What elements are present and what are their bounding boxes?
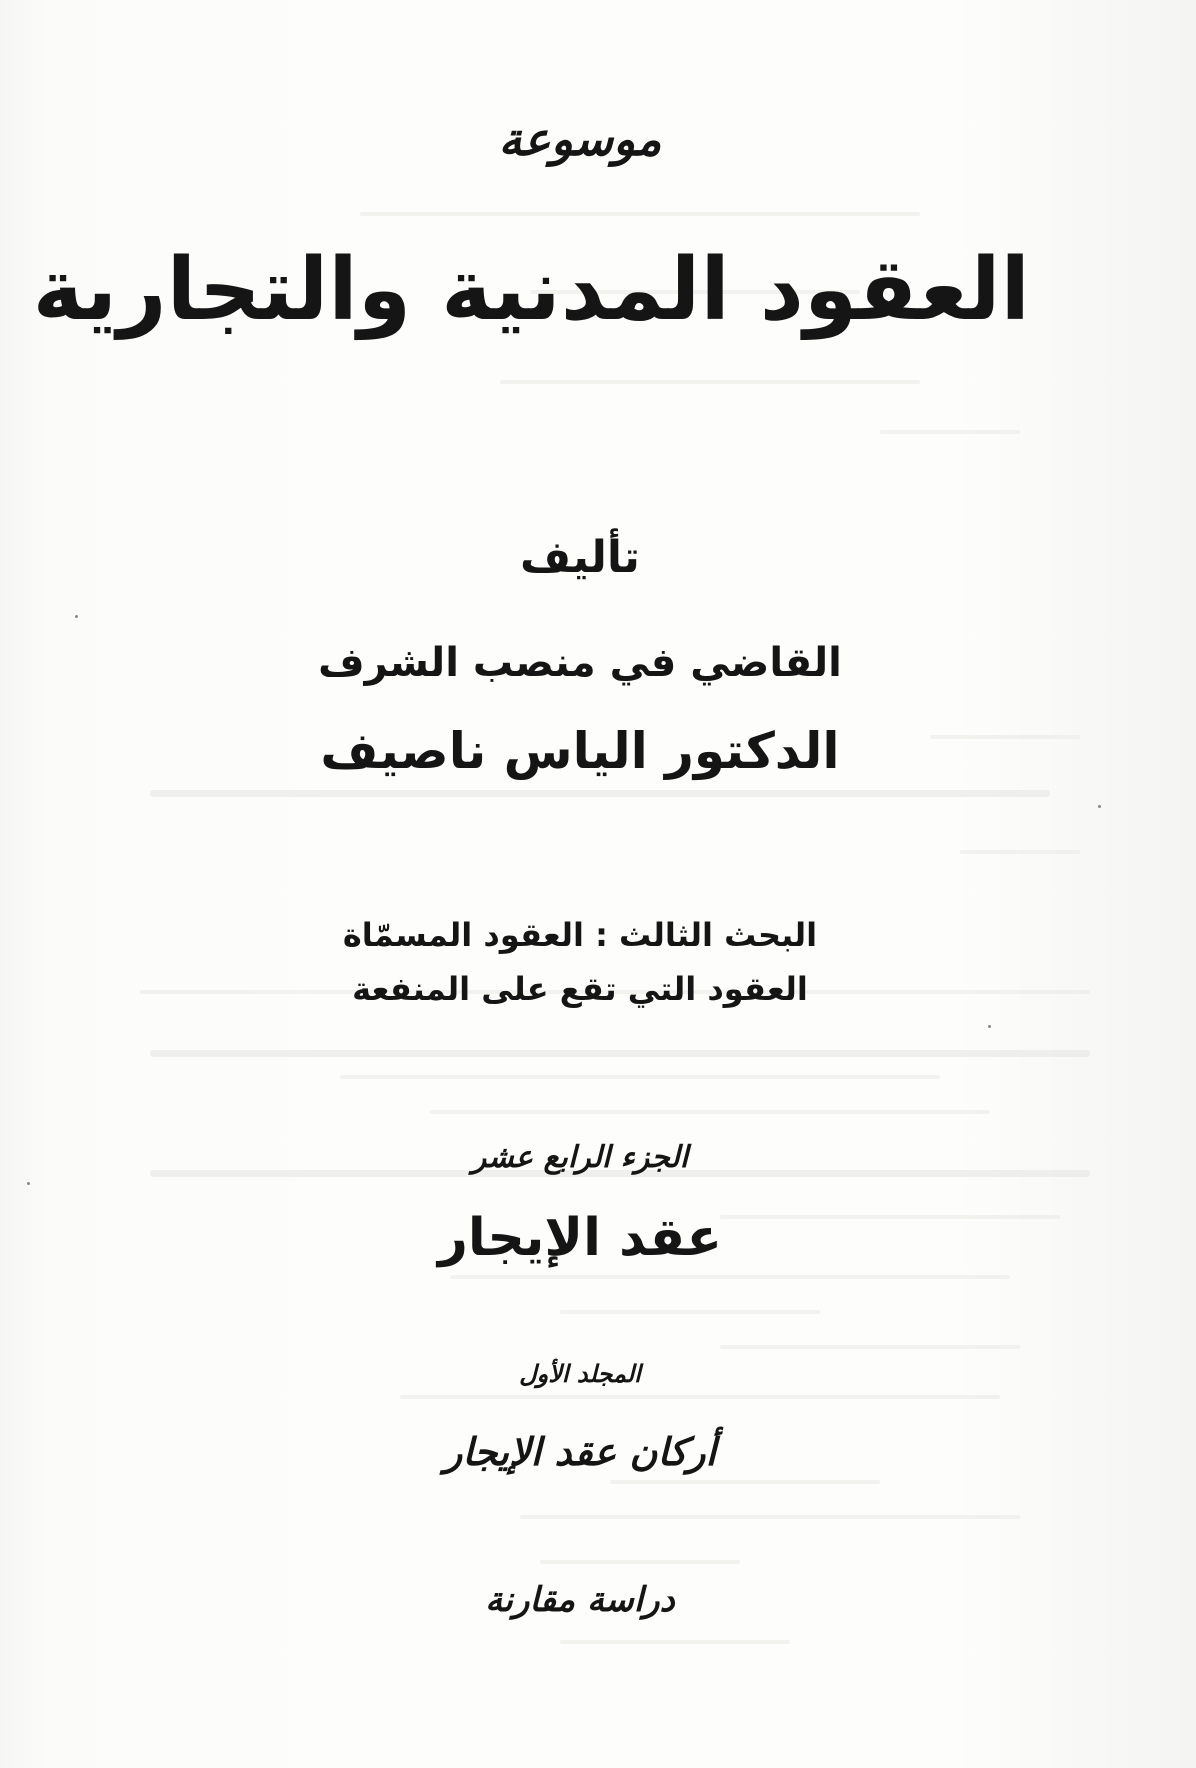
volume-title: أركان عقد الإيجار	[443, 1430, 717, 1474]
author-role: القاضي في منصب الشرف	[318, 640, 842, 686]
volume-label: المجلد الأول	[519, 1360, 641, 1388]
series-label: موسوعة	[498, 112, 662, 166]
study-type: دراسة مقارنة	[485, 1580, 675, 1620]
main-title: العقود المدنية والتجارية	[32, 240, 1030, 340]
section-title: البحث الثالث : العقود المسمّاة	[342, 916, 818, 954]
part-title: عقد الإيجار	[437, 1208, 723, 1268]
section-subtitle: العقود التي تقع على المنفعة	[352, 970, 808, 1008]
author-name: الدكتور الياس ناصيف	[320, 722, 840, 780]
part-label: الجزء الرابع عشر	[471, 1140, 689, 1175]
authored-by-label: تأليف	[520, 532, 640, 583]
